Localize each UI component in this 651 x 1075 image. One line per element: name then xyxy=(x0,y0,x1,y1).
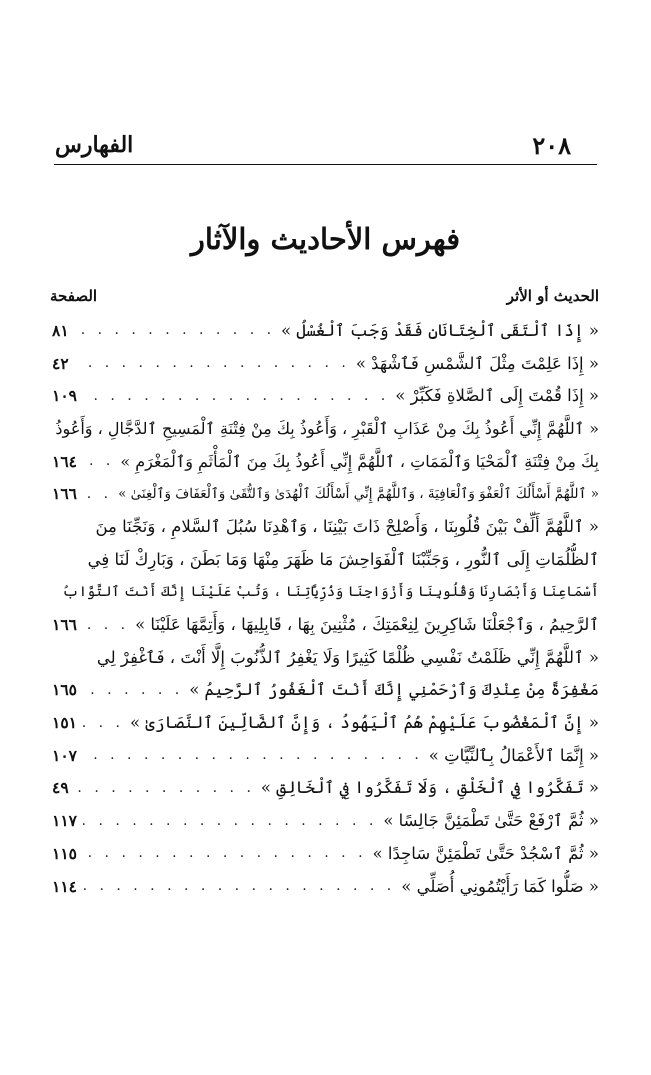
entry-text: « ثُمَّ ٱرْفَعْ حَتَّىٰ تَطْمَئِنَّ جَالِسًا » xyxy=(383,811,599,831)
entry-page-number: ١٦٦ xyxy=(52,615,77,635)
entry-page-number: ١٦٤ xyxy=(52,451,77,471)
index-entry-line xyxy=(52,804,599,837)
index-entry-line xyxy=(52,314,599,347)
index-entry-line xyxy=(52,445,599,478)
column-headers xyxy=(50,284,599,308)
running-title: الفهارس xyxy=(55,132,134,158)
dot-leader xyxy=(75,322,275,338)
entry-text: « ٱللَّهُمَّ أَسْأَلُكَ ٱلْعَفْوَ وَٱلْعَافِيَةَ ، وَٱللَّهُمَّ إِنِّي أَسْأَلُكَ ٱلْهُدَىٰ وَٱلتُّقَىٰ وَٱلْعَفَافَ وَٱلْغِنَىٰ » xyxy=(118,485,599,502)
dot-leader xyxy=(83,845,367,861)
entry-text: « إِنَّ ٱلْمَغْضُوبَ عَلَيْهِمْ هُمُ ٱلْيَهُودُ ، وَإِنَّ ٱلضَّالِّينَ ٱلنَّصَارَىٰ » xyxy=(129,713,599,733)
entry-text: « إِذَا ٱلْتَقَى ٱلْخِتَانَانِ فَقَدْ وَجَبَ ٱلْغُسْلُ » xyxy=(281,320,599,340)
dot-leader xyxy=(83,388,389,404)
index-entry-line xyxy=(52,379,599,412)
entry-text: « صَلُّوا كَمَا رَأَيْتُمُونِي أُصَلِّي » xyxy=(401,876,599,896)
index-entry-line xyxy=(52,412,599,445)
entry-text: « إِنَّمَا ٱلأَعْمَالُ بِٱلنِّيَّاتِ » xyxy=(428,745,599,765)
entry-text: « إِذَا عَلِمْتَ مِثْلَ ٱلشَّمْسِ فَٱشْهَدْ » xyxy=(355,353,599,373)
entry-text: مَغْفِرَةً مِنْ عِنْدِكَ وَٱرْحَمْنِي إِنَّكَ أَنْتَ ٱلْغَفُورُ ٱلرَّحِيمُ » xyxy=(189,680,599,700)
index-title: فهرس الأحاديث والآثار xyxy=(190,222,461,256)
entry-text: « ثُمَّ ٱسْجُدْ حَتَّىٰ تَطْمَئِنَّ سَاجِدًا » xyxy=(372,843,599,863)
column-header-hadith: الحديث أو الأثر xyxy=(506,287,599,305)
entry-page-number: ١٦٥ xyxy=(52,680,77,700)
entry-page-number: ١٠٩ xyxy=(52,386,77,406)
entry-page-number: ١١٥ xyxy=(52,843,77,863)
dot-leader xyxy=(83,878,395,894)
entry-page-number: ١١٧ xyxy=(52,811,77,831)
dot-leader xyxy=(83,453,114,469)
entry-page-number: ١٦٦ xyxy=(52,484,77,504)
entry-text: « ٱللَّهُمَّ أَلِّفْ بَيْنَ قُلُوبِنَا ، وَأَصْلِحْ ذَاتَ بَيْنِنَا ، وَٱهْدِنَا سُبُلَ ٱلسَّلامِ ، وَنَجِّنَا مِنَ xyxy=(95,516,599,536)
index-entries xyxy=(52,314,599,902)
index-entry-line xyxy=(52,347,599,380)
index-entry-line xyxy=(52,641,599,674)
dot-leader xyxy=(83,617,129,633)
index-entry-line xyxy=(52,739,599,772)
dot-leader xyxy=(83,715,124,731)
entry-text: ٱلرَّحِيمُ ، وَٱجْعَلْنَا شَاكِرِينَ لِنِعْمَتِكَ ، مُثْنِينَ بِهَا ، قَابِلِيهَا ، وَأَتِمَّهَا عَلَيْنَا » xyxy=(135,615,599,635)
entry-page-number: ٨١ xyxy=(52,320,69,340)
dot-leader xyxy=(83,682,183,698)
dot-leader xyxy=(75,780,255,796)
index-entry-line xyxy=(52,772,599,805)
dot-leader xyxy=(83,486,112,502)
index-entry-line xyxy=(52,543,599,576)
dot-leader xyxy=(75,355,350,371)
index-entry-line xyxy=(52,870,599,903)
index-entry-line xyxy=(52,510,599,543)
dot-leader xyxy=(83,747,423,763)
index-entry-line xyxy=(52,837,599,870)
entry-text: « إِذَا قُمْتَ إِلَى ٱلصَّلاةِ فَكَبِّرْ » xyxy=(395,386,599,406)
entry-text: بِكَ مِنْ فِتْنَةِ ٱلْمَحْيَا وَٱلْمَمَاتِ ، ٱللَّهُمَّ إِنِّي أَعُوذُ بِكَ مِنَ ٱلْمَأْثَمِ وَٱلْمَغْرَمِ » xyxy=(120,451,599,471)
entry-text: « ٱللَّهُمَّ إِنِّي أَعُوذُ بِكَ مِنْ عَذَابِ ٱلْقَبْرِ ، وَأَعُوذُ بِكَ مِنْ فِتْنَةِ ٱلْمَسِيحِ ٱلدَّجَّالِ ، وَأَعُوذُ xyxy=(55,418,599,438)
dot-leader xyxy=(83,813,377,829)
entry-text: ٱلظُّلُمَاتِ إِلَى ٱلنُّورِ ، وَجَنِّبْنَا ٱلْفَوَاحِشَ مَا ظَهَرَ مِنْهَا وَمَا بَطَنَ ، وَبَارِكْ لَنَا فِي xyxy=(87,549,599,569)
entry-text: أَسْمَاعِنَا وَأَبْصَارِنَا وَقُلُوبِنَا وَأَزْوَاجِنَا وَذُرِّيَّاتِنَا ، وَتُبْ عَلَيْنَا إِنَّكَ أَنْتَ ٱلتَّوَّابُ xyxy=(62,583,599,600)
page-number: ٢٠٨ xyxy=(532,130,571,160)
index-entry-line xyxy=(52,706,599,739)
running-header xyxy=(55,128,571,162)
index-entry-line xyxy=(52,674,599,707)
entry-page-number: ٤٢ xyxy=(52,353,69,373)
entry-page-number: ٤٩ xyxy=(52,778,69,798)
index-entry-line xyxy=(52,477,599,510)
index-entry-line xyxy=(52,576,599,609)
entry-page-number: ١٠٧ xyxy=(52,745,77,765)
entry-page-number: ١٥١ xyxy=(52,713,77,733)
index-entry-line xyxy=(52,608,599,641)
entry-text: « تَفَكَّرُوا فِي ٱلْخَلْقِ ، وَلَا تَفَكَّرُوا فِي ٱلْخَالِقِ » xyxy=(260,778,599,798)
entry-page-number: ١١٤ xyxy=(52,876,77,896)
header-rule xyxy=(54,164,597,165)
column-header-page: الصفحة xyxy=(50,287,98,305)
entry-text: « ٱللَّهُمَّ إِنِّي ظَلَمْتُ نَفْسِي ظُلْمًا كَثِيرًا وَلَا يَغْفِرُ ٱلذُّنُوبَ إِلَّا أَنْتَ ، فَٱغْفِرْ لِي xyxy=(96,647,599,667)
